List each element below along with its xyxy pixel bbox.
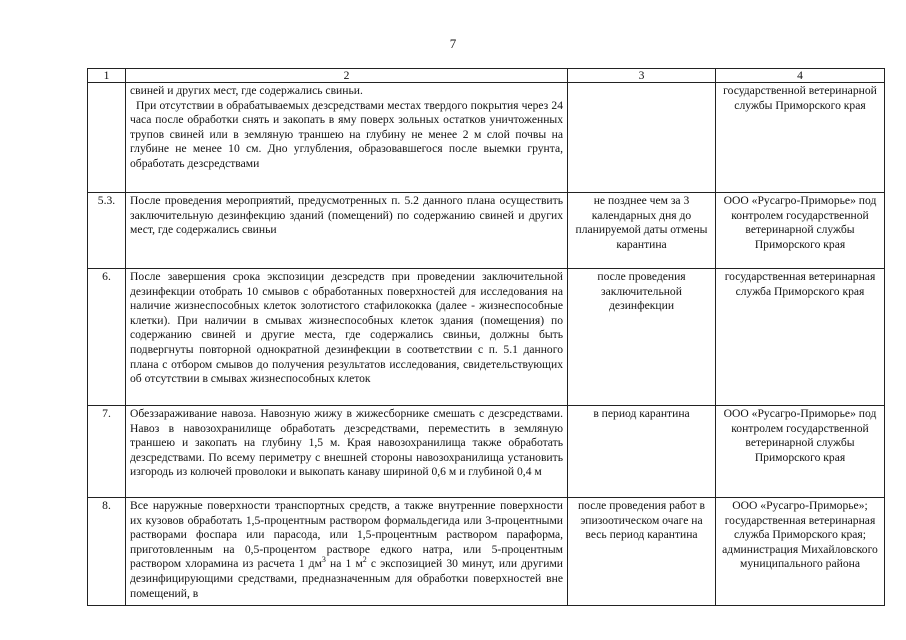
row-description: Обеззараживание навоза. Навозную жижу в жижесборнике смешать с дезсредствами. Навоз в навозохранилище обработать дезсредствами, переместить в земляную траншею и закопать на глубину 1,5 м. Края навозохранилища также обработать дезсредствами. По всему периметру с внешней стороны навозохранилища установить изгородь из колючей проволоки и выкопать канаву шириной 0,6 м и глубиной 0,4 м <box>126 406 568 498</box>
column-header: 3 <box>568 69 716 83</box>
row-responsible: государственная ветеринарная служба Приморского края <box>716 269 885 406</box>
row-term: в период карантина <box>568 406 716 498</box>
table-row <box>88 498 885 606</box>
row-number: 6. <box>88 269 126 406</box>
superscript: 2 <box>362 555 367 565</box>
row-number: 8. <box>88 498 126 606</box>
row-responsible: государственной ветеринарной службы Приморского края <box>716 83 885 193</box>
page-number: 7 <box>449 36 457 51</box>
table-row <box>88 193 885 269</box>
superscript: 3 <box>321 555 326 565</box>
plan-table <box>87 68 885 606</box>
row-number: 5.3. <box>88 193 126 269</box>
column-header: 4 <box>716 69 885 83</box>
table-header-row <box>88 69 885 83</box>
description-text: с экспозицией 30 минут, или другими дезинфицирующими средствами, предназначенным для обработки поверхностей вне помещений, в <box>130 557 563 600</box>
row-description: После завершения срока экспозиции дезсредств при проведении заключительной дезинфекции отобрать 10 смывов с обработанных поверхностей для исследования на наличие жизнеспособных клеток золотистого стафилококка (далее - жизнеспособные клетки). При наличии в смывах жизнеспособных клеток здания (помещения) по содержанию свиней и другие места, где содержались свиньи, должны быть подвергнуты повторной однократной дезинфекции в соответствии с п. 5.1 данного плана с отбором смывов до получения результатов исследования, свидетельствующих об отсутствии в смывах жизнеспособных клеток <box>126 269 568 406</box>
row-term: после проведения заключительной дезинфекции <box>568 269 716 406</box>
column-header: 2 <box>126 69 568 83</box>
row-number: 7. <box>88 406 126 498</box>
row-description <box>126 83 568 193</box>
row-description: После проведения мероприятий, предусмотренных п. 5.2 данного плана осуществить заключительную дезинфекцию зданий (помещений) по содержанию свиней и других мест, где содержались свиньи <box>126 193 568 269</box>
description-text: на 1 м <box>325 557 363 571</box>
description-text: Все наружные поверхности транспортных средств, а также внутренние поверхности их кузовов обработать 1,5-процентным раствором формальдегида или 3-процентными растворами фоспара или парасода, или 1,5-процентным раствором параформа, приготовленным на 0,5-процентом растворе едкого натра, или 5-процентным раствором хлорамина из расчета 1 дм <box>130 499 563 571</box>
row-description <box>126 498 568 606</box>
description-line: свиней и других мест, где содержались свиньи. <box>130 84 363 97</box>
row-responsible: ООО «Русагро-Приморье»; государственная ветеринарная служба Приморского края; администрация Михайловского муниципального района <box>716 498 885 606</box>
row-number <box>88 83 126 193</box>
row-responsible: ООО «Русагро-Приморье» под контролем государственной ветеринарной службы Приморского края <box>716 193 885 269</box>
row-term: после проведения работ в эпизоотическом очаге на весь период карантина <box>568 498 716 606</box>
column-header: 1 <box>88 69 126 83</box>
description-line: При отсутствии в обрабатываемых дезсредствами местах твердого покрытия через 24 часа после обработки снять и закопать в яму поверх зольных остатков уничтоженных трупов свиней или в земляную траншею на глубину не менее 2 м слой почвы на глубине не менее 10 см. Дно углубления, образовавшегося после выемки грунта, обработать дезсредствами <box>130 98 563 170</box>
row-term: не позднее чем за 3 календарных дня до планируемой даты отмены карантина <box>568 193 716 269</box>
row-term <box>568 83 716 193</box>
table-row <box>88 406 885 498</box>
table-row <box>88 269 885 406</box>
row-responsible: ООО «Русагро-Приморье» под контролем государственной ветеринарной службы Приморского края <box>716 406 885 498</box>
table-row <box>88 83 885 193</box>
